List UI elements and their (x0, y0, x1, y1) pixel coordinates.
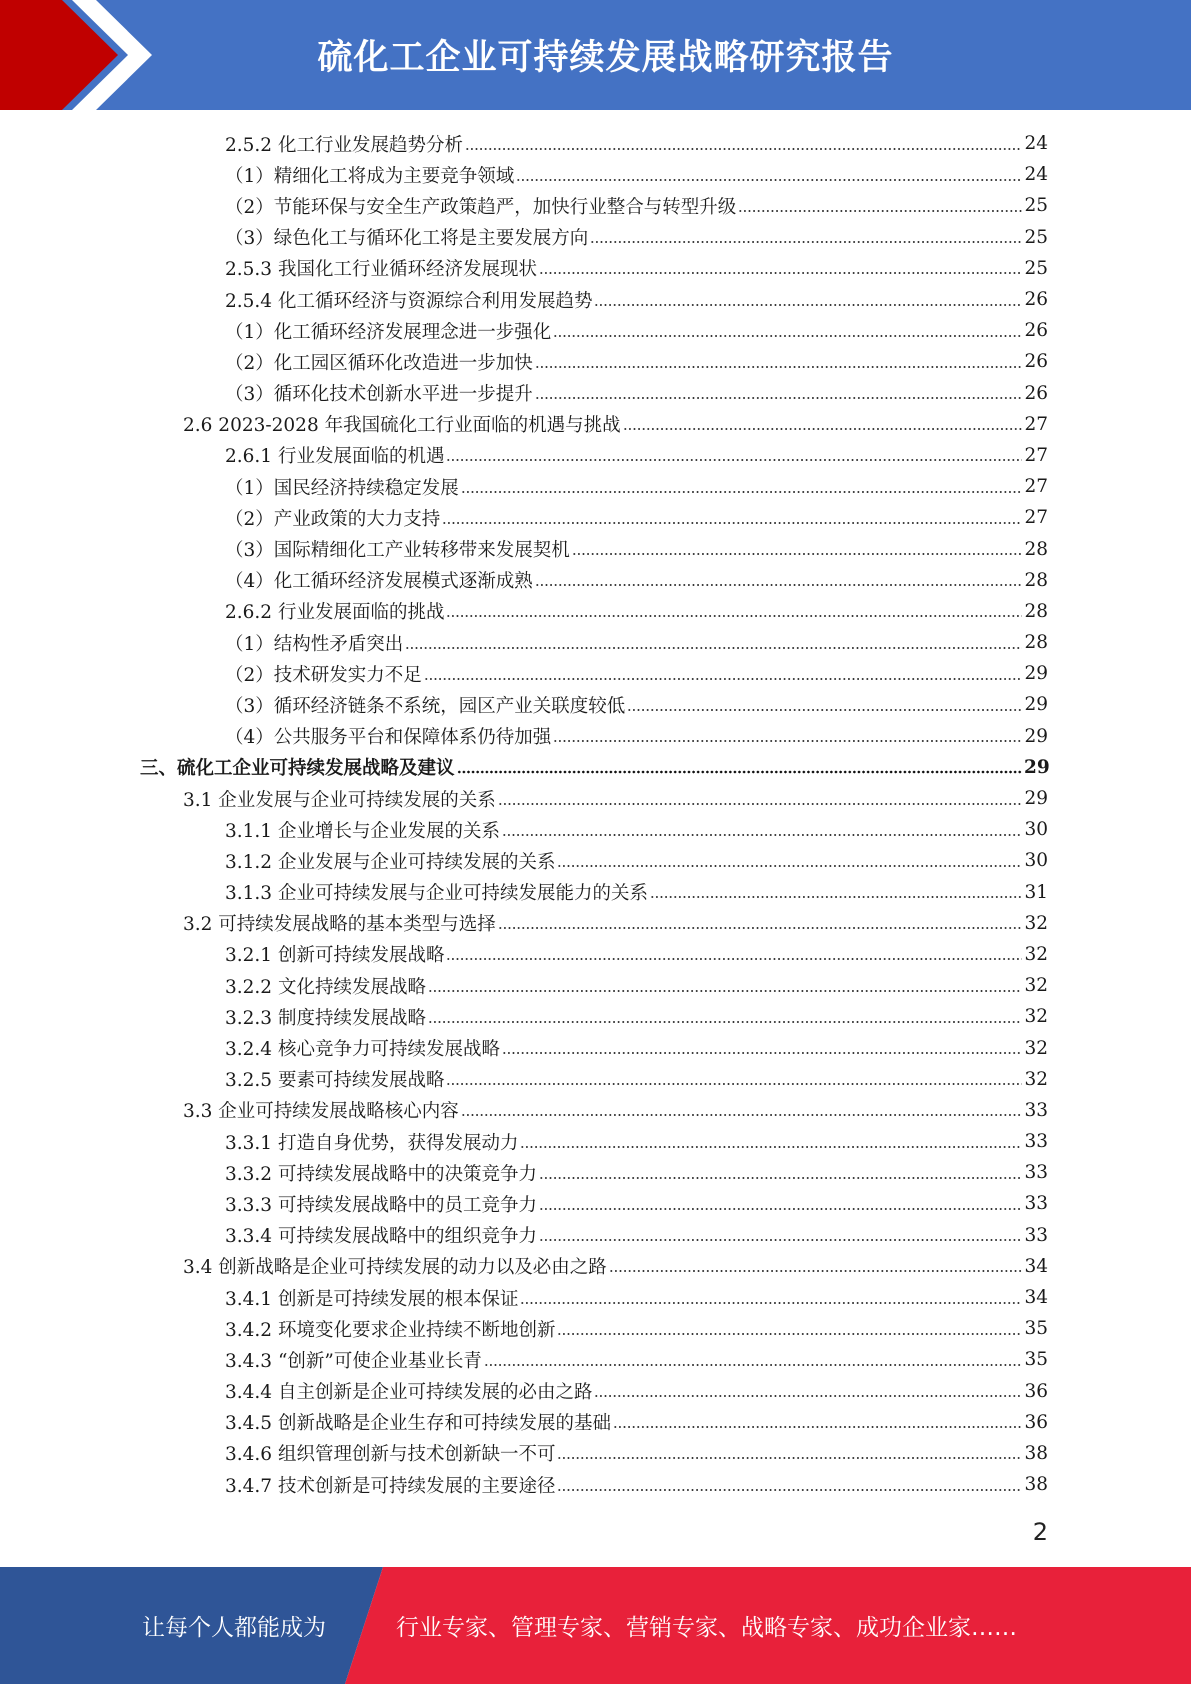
toc-entry-page: 29 (1024, 694, 1048, 716)
toc-entry-page: 31 (1024, 881, 1048, 903)
toc-dot-leader (539, 271, 1022, 275)
toc-dot-leader (627, 708, 1022, 712)
toc-entry-page: 33 (1024, 1099, 1048, 1121)
toc-entry-page: 38 (1024, 1474, 1048, 1496)
toc-entry[interactable] (140, 471, 1048, 502)
toc-entry[interactable] (140, 440, 1048, 471)
toc-dot-leader (424, 677, 1022, 681)
toc-entry-title: （3）绿色化工与循环化工将是主要发展方向 (225, 228, 589, 250)
toc-entry-page: 26 (1024, 382, 1048, 404)
toc-dot-leader (428, 1020, 1022, 1024)
toc-entry-title: 3.2.4 核心竞争力可持续发展战略 (225, 1039, 500, 1061)
toc-dot-leader (539, 1238, 1022, 1242)
toc-entry[interactable] (140, 814, 1048, 845)
toc-dot-leader (428, 989, 1022, 993)
toc-entry-page: 30 (1024, 819, 1048, 841)
toc-entry-title: 2.6 2023-2028 年我国硫化工行业面临的机遇与挑战 (183, 415, 621, 437)
toc-entry-title: （4）公共服务平台和保障体系仍待加强 (225, 727, 552, 749)
toc-entry[interactable] (140, 378, 1048, 409)
toc-dot-leader (446, 458, 1022, 462)
toc-entry[interactable] (140, 1469, 1048, 1500)
toc-entry-title: 3.3.3 可持续发展战略中的员工竞争力 (225, 1194, 537, 1216)
toc-dot-leader (535, 365, 1022, 369)
toc-entry[interactable] (140, 284, 1048, 315)
toc-entry-page: 27 (1024, 476, 1048, 498)
toc-entry-page: 27 (1024, 507, 1048, 529)
toc-entry-page: 32 (1024, 1006, 1048, 1028)
toc-entry-title: 3.2.2 文化持续发展战略 (225, 976, 426, 998)
toc-entry-page: 24 (1024, 164, 1048, 186)
toc-dot-leader (498, 926, 1022, 930)
toc-dot-leader (502, 833, 1022, 837)
toc-entry-title: 3.4.7 技术创新是可持续发展的主要途径 (225, 1475, 556, 1497)
toc-entry-title: （4）化工循环经济发展模式逐渐成熟 (225, 571, 533, 593)
toc-dot-leader (446, 957, 1022, 961)
toc-dot-leader (446, 1082, 1022, 1086)
toc-entry-title: 3.3.4 可持续发展战略中的组织竞争力 (225, 1226, 537, 1248)
toc-entry[interactable] (140, 1001, 1048, 1032)
document-title: 硫化工企业可持续发展战略研究报告 (317, 38, 894, 78)
toc-dot-leader (461, 490, 1022, 494)
toc-entry-page: 33 (1024, 1224, 1048, 1246)
toc-dot-leader (609, 1269, 1022, 1273)
toc-entry-title: 3.4.5 创新战略是企业生存和可持续发展的基础 (225, 1413, 611, 1435)
toc-dot-leader (498, 802, 1022, 806)
toc-entry-page: 32 (1024, 943, 1048, 965)
footer-band (0, 1567, 1191, 1684)
toc-entry[interactable] (140, 845, 1048, 876)
table-of-contents (140, 128, 1048, 1500)
toc-entry-title: （3）循环化技术创新水平进一步提升 (225, 384, 533, 406)
toc-entry-title: （2）化工园区循环化改造进一步加快 (225, 352, 533, 374)
toc-entry-page: 26 (1024, 320, 1048, 342)
toc-entry-title: 3.3 企业可持续发展战略核心内容 (183, 1101, 459, 1123)
toc-entry[interactable] (140, 533, 1048, 564)
toc-entry-page: 32 (1024, 1068, 1048, 1090)
toc-entry[interactable] (140, 721, 1048, 752)
toc-entry[interactable] (140, 658, 1048, 689)
toc-dot-leader (557, 864, 1022, 868)
toc-dot-leader (623, 427, 1022, 431)
toc-dot-leader (553, 334, 1022, 338)
toc-entry-page: 27 (1024, 413, 1048, 435)
toc-entry-title: 2.6.2 行业发展面临的挑战 (225, 602, 445, 624)
toc-dot-leader (594, 1394, 1022, 1398)
toc-entry-title: 2.5.4 化工循环经济与资源综合利用发展趋势 (225, 290, 593, 312)
toc-entry[interactable] (140, 1126, 1048, 1157)
toc-entry-title: 3.2.5 要素可持续发展战略 (225, 1070, 445, 1092)
toc-entry-page: 28 (1024, 600, 1048, 622)
toc-entry-title: （1）精细化工将成为主要竞争领域 (225, 165, 515, 187)
toc-entry-page: 33 (1024, 1162, 1048, 1184)
toc-entry[interactable] (140, 190, 1048, 221)
toc-dot-leader (539, 1207, 1022, 1211)
toc-dot-leader (516, 178, 1022, 182)
toc-entry[interactable] (140, 1282, 1048, 1313)
footer-slogan-left: 让每个人都能成为 (142, 1615, 326, 1641)
toc-entry[interactable] (140, 1095, 1048, 1126)
toc-entry-page: 32 (1024, 1037, 1048, 1059)
toc-entry[interactable] (140, 752, 1048, 783)
toc-dot-leader (590, 240, 1022, 244)
toc-entry-title: 2.5.2 化工行业发展趋势分析 (225, 134, 463, 156)
toc-entry[interactable] (140, 908, 1048, 939)
toc-entry-title: 3.3.1 打造自身优势，获得发展动力 (225, 1132, 519, 1154)
toc-entry-page: 25 (1024, 257, 1048, 279)
toc-entry-page: 26 (1024, 289, 1048, 311)
chevron-arrow-icon (0, 0, 160, 110)
toc-entry-title: （3）循环经济链条不系统，园区产业关联度较低 (225, 695, 626, 717)
toc-entry-title: （3）国际精细化工产业转移带来发展契机 (225, 540, 570, 562)
toc-entry-title: 3.2 可持续发展战略的基本类型与选择 (183, 914, 496, 936)
toc-entry[interactable] (140, 1064, 1048, 1095)
toc-entry[interactable] (140, 1220, 1048, 1251)
toc-entry-title: 3.4 创新战略是企业可持续发展的动力以及必由之路 (183, 1257, 607, 1279)
toc-entry-title: 3.4.6 组织管理创新与技术创新缺一不可 (225, 1444, 556, 1466)
toc-entry[interactable] (140, 689, 1048, 720)
toc-entry[interactable] (140, 970, 1048, 1001)
toc-entry[interactable] (140, 1251, 1048, 1282)
toc-entry[interactable] (140, 783, 1048, 814)
toc-dot-leader (539, 1176, 1022, 1180)
toc-entry-page: 34 (1024, 1255, 1048, 1277)
toc-entry-title: 3.1.3 企业可持续发展与企业可持续发展能力的关系 (225, 883, 648, 905)
toc-entry-page: 32 (1024, 975, 1048, 997)
toc-dot-leader (650, 895, 1022, 899)
toc-entry-page: 24 (1024, 133, 1048, 155)
toc-entry-page: 26 (1024, 351, 1048, 373)
toc-entry-title: （1）化工循环经济发展理念进一步强化 (225, 321, 552, 343)
toc-entry[interactable] (140, 1188, 1048, 1219)
toc-entry-title: （2）产业政策的大力支持 (225, 508, 441, 530)
toc-entry[interactable] (140, 565, 1048, 596)
toc-entry[interactable] (140, 627, 1048, 658)
toc-entry-page: 32 (1024, 912, 1048, 934)
page-number: 2 (1032, 1518, 1048, 1546)
toc-entry[interactable] (140, 1032, 1048, 1063)
toc-entry-title: （2）节能环保与安全生产政策趋严，加快行业整合与转型升级 (225, 196, 737, 218)
toc-entry[interactable] (140, 128, 1048, 159)
toc-entry-title: （1）国民经济持续稳定发展 (225, 477, 459, 499)
toc-entry-page: 29 (1024, 756, 1050, 778)
toc-entry-page: 25 (1024, 195, 1048, 217)
toc-entry-title: 2.6.1 行业发展面临的机遇 (225, 446, 445, 468)
toc-entry-page: 35 (1024, 1318, 1048, 1340)
toc-dot-leader (405, 646, 1022, 650)
toc-dot-leader (613, 1425, 1022, 1429)
toc-entry-page: 30 (1024, 850, 1048, 872)
toc-dot-leader (535, 396, 1022, 400)
toc-entry-page: 38 (1024, 1442, 1048, 1464)
toc-entry-page: 33 (1024, 1131, 1048, 1153)
toc-entry[interactable] (140, 315, 1048, 346)
toc-dot-leader (461, 1113, 1022, 1117)
toc-entry-title: 3.3.2 可持续发展战略中的决策竞争力 (225, 1163, 537, 1185)
toc-entry[interactable] (140, 939, 1048, 970)
toc-dot-leader (572, 552, 1022, 556)
footer-slogan-right: 行业专家、管理专家、营销专家、战略专家、成功企业家…… (396, 1615, 1017, 1641)
toc-entry-title: 3.1.1 企业增长与企业发展的关系 (225, 820, 500, 842)
toc-entry-page: 29 (1024, 663, 1048, 685)
toc-entry-title: 2.5.3 我国化工行业循环经济发展现状 (225, 259, 537, 281)
toc-dot-leader (457, 770, 1022, 774)
toc-dot-leader (484, 1363, 1022, 1367)
toc-dot-leader (535, 583, 1022, 587)
toc-dot-leader (502, 1051, 1022, 1055)
toc-entry[interactable] (140, 1438, 1048, 1469)
toc-entry[interactable] (140, 596, 1048, 627)
toc-entry[interactable] (140, 1157, 1048, 1188)
toc-entry-title: 3.2.3 制度持续发展战略 (225, 1007, 426, 1029)
toc-entry-title: 3.4.1 创新是可持续发展的根本保证 (225, 1288, 519, 1310)
toc-dot-leader (557, 1332, 1022, 1336)
toc-dot-leader (553, 739, 1022, 743)
toc-entry-title: 3.4.4 自主创新是企业可持续发展的必由之路 (225, 1382, 593, 1404)
toc-entry-page: 29 (1024, 725, 1048, 747)
toc-entry-page: 35 (1024, 1349, 1048, 1371)
toc-entry[interactable] (140, 253, 1048, 284)
toc-entry[interactable] (140, 1376, 1048, 1407)
toc-dot-leader (557, 1456, 1022, 1460)
toc-entry[interactable] (140, 1407, 1048, 1438)
toc-entry-page: 25 (1024, 226, 1048, 248)
toc-entry-title: （1）结构性矛盾突出 (225, 633, 404, 655)
toc-entry-page: 28 (1024, 538, 1048, 560)
toc-entry-page: 36 (1024, 1411, 1048, 1433)
toc-dot-leader (520, 1145, 1022, 1149)
toc-entry-page: 28 (1024, 632, 1048, 654)
toc-dot-leader (557, 1488, 1022, 1492)
toc-entry-title: 3.1.2 企业发展与企业可持续发展的关系 (225, 851, 556, 873)
toc-dot-leader (738, 209, 1022, 213)
toc-entry-title: 3.4.2 环境变化要求企业持续不断地创新 (225, 1319, 556, 1341)
toc-entry-title: 三、硫化工企业可持续发展战略及建议 (140, 758, 455, 780)
toc-dot-leader (520, 1301, 1022, 1305)
toc-entry-title: 3.1 企业发展与企业可持续发展的关系 (183, 789, 496, 811)
toc-entry[interactable] (140, 159, 1048, 190)
toc-entry-page: 36 (1024, 1380, 1048, 1402)
toc-dot-leader (594, 303, 1022, 307)
toc-entry-page: 34 (1024, 1287, 1048, 1309)
toc-entry[interactable] (140, 1313, 1048, 1344)
toc-entry[interactable] (140, 222, 1048, 253)
toc-dot-leader (442, 521, 1022, 525)
toc-entry[interactable] (140, 1344, 1048, 1375)
toc-entry[interactable] (140, 346, 1048, 377)
toc-entry[interactable] (140, 877, 1048, 908)
header-band (0, 0, 1191, 110)
toc-entry[interactable] (140, 409, 1048, 440)
toc-entry-title: 3.2.1 创新可持续发展战略 (225, 945, 445, 967)
toc-entry-page: 28 (1024, 569, 1048, 591)
toc-entry[interactable] (140, 502, 1048, 533)
toc-entry-title: 3.4.3 “创新”可使企业基业长青 (225, 1350, 482, 1372)
toc-entry-page: 33 (1024, 1193, 1048, 1215)
toc-entry-page: 27 (1024, 444, 1048, 466)
toc-entry-title: （2）技术研发实力不足 (225, 664, 422, 686)
toc-dot-leader (465, 147, 1022, 151)
toc-entry-page: 29 (1024, 788, 1048, 810)
toc-dot-leader (446, 614, 1022, 618)
